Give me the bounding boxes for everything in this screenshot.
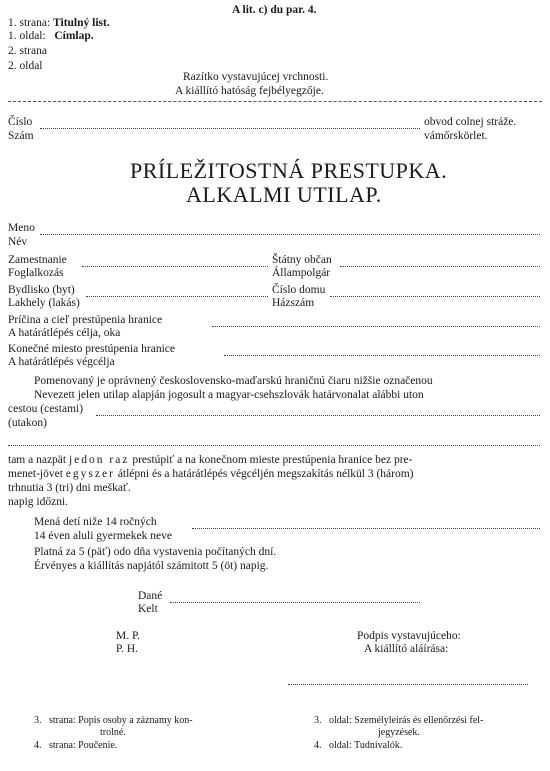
route-field[interactable] — [8, 445, 540, 446]
note-left-2: 4. strana: Poučenie. — [34, 740, 118, 751]
meno-label: Meno — [8, 222, 35, 234]
cislo-domu-label: Číslo domu — [272, 284, 326, 296]
side-label-1: 1. strana: Titulný list. — [8, 17, 110, 29]
kelt-label: Kelt — [138, 603, 158, 615]
allampolgar-label: Állampolgár — [272, 267, 331, 279]
note-left-1: 3. strana: Popis osoby a záznamy kon- — [34, 715, 193, 726]
cislo-label: Číslo — [8, 116, 33, 128]
szam-label: Szám — [8, 130, 34, 142]
utakon-label: (utakon) — [8, 417, 47, 429]
zamestnanie-label: Zamestnanie — [8, 254, 67, 266]
cislo-field[interactable] — [40, 128, 420, 129]
side-label-4: 2. oldal — [8, 60, 43, 72]
dane-label: Dané — [138, 590, 163, 602]
cestou-label: cestou (cestami) — [8, 403, 84, 415]
ph-label: P. H. — [116, 643, 139, 655]
ervenyes-text: Érvényes a kiállítás napjától számitott 5 (öt) napig. — [34, 560, 269, 572]
note-right-1-cont: jegyzések. — [378, 727, 420, 738]
header-divider — [8, 101, 542, 102]
title-sk: PRÍLEŽITOSTNÁ PRESTUPKA. — [130, 158, 448, 183]
pricina-field[interactable] — [212, 326, 540, 327]
nev-label: Név — [8, 236, 28, 248]
dane-field[interactable] — [170, 602, 420, 603]
pomenovany-text: Pomenovaný je oprávnený československo-maďarskú hraničnú čiaru nižšie označenou — [34, 375, 433, 387]
note-left-1-cont: trolné. — [100, 727, 126, 738]
tam-line: tam a nazpät jedon raz prestúpiť a na konečnom mieste prestúpenia hranice bez pre- — [8, 454, 413, 466]
podpis-label: Podpis vystavujúceho: — [357, 630, 461, 642]
form-reference: A lit. c) du par. 4. — [232, 4, 317, 16]
side-label-3: 2. strana — [8, 45, 47, 57]
obvod-label: obvod colnej stráže. — [424, 116, 517, 128]
zamestnanie-field[interactable] — [82, 266, 268, 267]
statny-obcan-field[interactable] — [340, 266, 540, 267]
celja-label: A határátlépés célja, oka — [8, 327, 121, 339]
note-right-2: 4. oldal: Tudnivalók. — [314, 740, 403, 751]
cislo-domu-field[interactable] — [330, 296, 540, 297]
napig-text: napig időzni. — [8, 496, 69, 508]
statny-obcan-label: Štátny občan — [272, 254, 332, 266]
vamor-label: vámőrskörlet. — [424, 130, 488, 142]
trhnutia-text: trhnutia 3 (tri) dni meškať. — [8, 482, 131, 494]
mp-label: M. P. — [116, 630, 140, 642]
side-label-2: 1. oldal: Címlap. — [8, 30, 94, 42]
alairasa-label: A kiállító aláírása: — [364, 643, 449, 655]
bydlisko-label: Bydlisko (byt) — [8, 284, 75, 296]
menet-line: menet-jövet egyszer átlépni és a határátlépés végcéljén megszakítás nélkül 3 (három) — [8, 468, 414, 480]
mena-deti-label: Mená detí niže 14 ročných — [34, 516, 157, 528]
foglalkozas-label: Foglalkozás — [8, 267, 64, 279]
gyermekek-label: 14 éven aluli gyermekek neve — [34, 530, 172, 542]
meno-field[interactable] — [40, 234, 540, 235]
konecne-field[interactable] — [224, 355, 540, 356]
nevezett-text: Nevezett jelen utilap alapján jogosult a magyar-csehszlovák határvonalat alábbi uton — [34, 389, 424, 401]
hazszam-label: Házszám — [272, 297, 315, 309]
cestou-field[interactable] — [96, 415, 540, 416]
konecne-label: Konečné miesto prestúpenia hranice — [8, 343, 176, 355]
signature-field[interactable] — [288, 684, 528, 685]
lakhely-label: Lakhely (lakás) — [8, 297, 80, 309]
bydlisko-field[interactable] — [86, 296, 268, 297]
pricina-label: Príčina a cieľ prestúpenia hranice — [8, 314, 163, 326]
platna-text: Platná za 5 (päť) odo dňa vystavenia počítaných dní. — [34, 546, 277, 558]
stamp-label-hu: A kiállító hatóság fejbélyegzője. — [175, 85, 324, 97]
title-hu: ALKALMI UTILAP. — [186, 182, 382, 207]
mena-deti-field[interactable] — [192, 528, 540, 529]
stamp-label-sk: Razítko vystavujúcej vrchnosti. — [183, 71, 329, 83]
vegcelja-label: A határátlépés végcélja — [8, 356, 115, 368]
note-right-1: 3. oldal: Személyleirás és ellenőrzési fel- — [314, 715, 484, 726]
